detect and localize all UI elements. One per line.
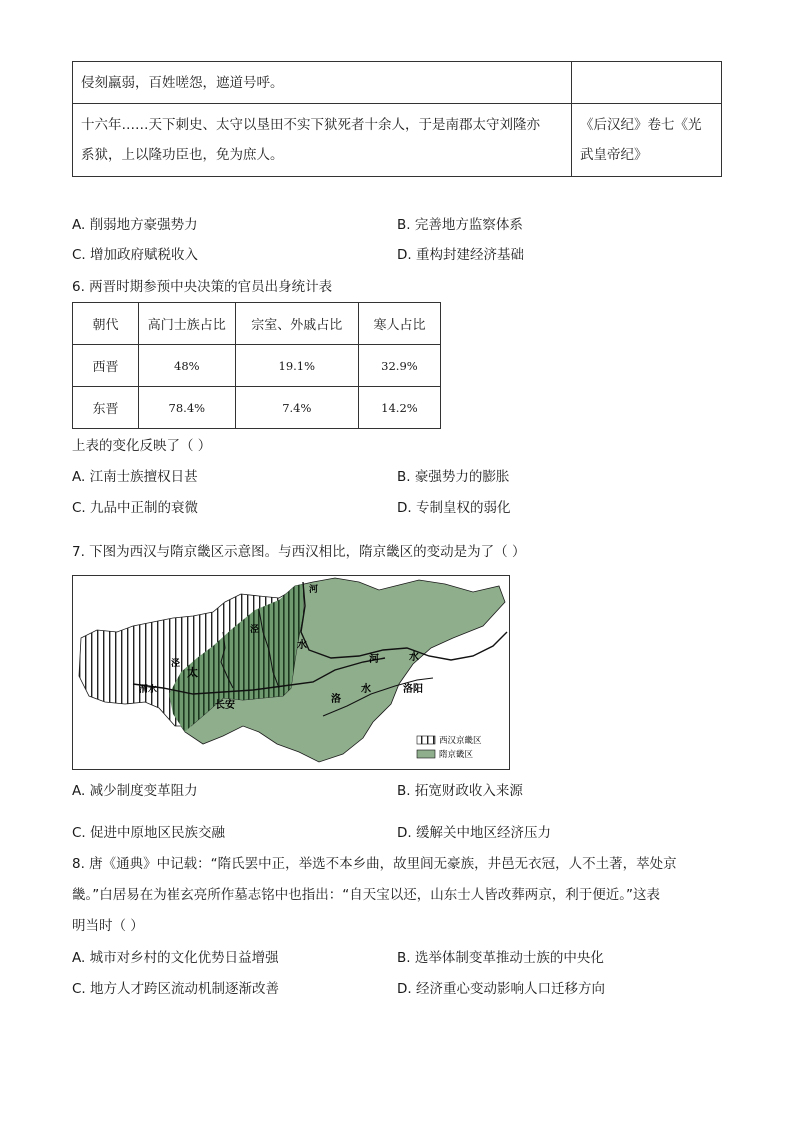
q5-option-b[interactable]: B. 完善地方监察体系 <box>397 217 523 233</box>
table-cell: 48% <box>138 345 235 387</box>
source-text-line: 十六年……天下刺史、太守以垦田不实下狱死者十余人，于是南郡太守刘隆亦 <box>81 117 540 133</box>
map-label-luoyang: 洛阳 <box>403 684 423 695</box>
q5-option-d[interactable]: D. 重构封建经济基础 <box>397 247 524 263</box>
table-cell: 7.4% <box>235 387 358 429</box>
legend-label-xihan: 西汉京畿区 <box>439 736 482 746</box>
map-label-jing: 泾 <box>250 625 260 635</box>
map-svg <box>73 576 509 769</box>
map-label-weishui: 渭水 <box>139 685 158 695</box>
table-header-cell: 高门士族占比 <box>138 303 235 345</box>
source-citation-line: 武皇帝纪》 <box>580 147 648 163</box>
map-label-luo: 洛 <box>331 694 341 705</box>
q7-option-c[interactable]: C. 促进中原地区民族交融 <box>72 825 226 841</box>
map-label-changan: 长安 <box>215 700 235 711</box>
map-label-shui-mid: 水 <box>409 652 419 663</box>
q7-option-a[interactable]: A. 减少制度变革阻力 <box>72 783 198 799</box>
table-cell: 东晋 <box>73 387 139 429</box>
q8-option-d[interactable]: D. 经济重心变动影响人口迁移方向 <box>397 981 605 997</box>
source-text-cell <box>73 62 572 104</box>
q7-option-b[interactable]: B. 拓宽财政收入来源 <box>397 783 523 799</box>
q6-option-c[interactable]: C. 九品中正制的衰微 <box>72 500 199 516</box>
q7-option-d[interactable]: D. 缓解关中地区经济压力 <box>397 825 551 841</box>
table-cell: 78.4% <box>138 387 235 429</box>
q6-stat-table <box>72 302 441 429</box>
table-cell: 14.2% <box>358 387 440 429</box>
q5-option-a[interactable]: A. 削弱地方豪强势力 <box>72 217 198 233</box>
q6-option-d[interactable]: D. 专制皇权的弱化 <box>397 500 511 516</box>
table-row <box>73 104 722 177</box>
q6-stem: 上表的变化反映了（ ） <box>72 438 212 454</box>
table-row <box>73 345 441 387</box>
q6-option-b[interactable]: B. 豪强势力的膨胀 <box>397 469 510 485</box>
source-citation-cell <box>572 104 722 177</box>
table-header-row <box>73 303 441 345</box>
table-header-cell: 朝代 <box>73 303 139 345</box>
q8-stem-line: 8. 唐《通典》中记载：“隋氏罢中正，举选不本乡曲，故里闾无豪族，井邑无衣冠，人不土著，萃处京 <box>72 856 677 872</box>
table-cell: 19.1% <box>235 345 358 387</box>
table-row <box>73 62 722 104</box>
map-label-jing2: 泾 <box>171 659 181 669</box>
q8-stem-line: 畿。”白居易在为崔玄亮所作墓志铭中也指出：“自天宝以还，山东士人皆改葬两京，利于便近。”这表 <box>72 887 660 903</box>
source-text-line: 系狱，上以隆功臣也，免为庶人。 <box>81 147 284 163</box>
legend-swatch-sui <box>417 750 435 758</box>
q6-option-a[interactable]: A. 江南士族擅权日甚 <box>72 469 198 485</box>
map-label-shui-top: 水 <box>297 640 307 651</box>
legend-label-sui: 隋京畿区 <box>439 750 474 760</box>
q7-stem: 7. 下图为西汉与隋京畿区示意图。与西汉相比，隋京畿区的变动是为了（ ） <box>72 544 526 560</box>
map-label-shui-low: 水 <box>361 684 371 695</box>
source-text-cell <box>73 104 572 177</box>
map-label-he: 河 <box>369 654 379 665</box>
q8-option-c[interactable]: C. 地方人才跨区流动机制逐渐改善 <box>72 981 280 997</box>
legend-swatch-xihan <box>417 736 435 744</box>
source-text-line: 侵刻羸弱，百姓嗟怨，遮道号呼。 <box>81 74 284 91</box>
table-cell: 32.9% <box>358 345 440 387</box>
source-citation-line: 《后汉纪》卷七《光 <box>580 117 702 133</box>
q8-stem-line: 明当时（ ） <box>72 918 144 934</box>
table-row <box>73 387 441 429</box>
q6-title: 6. 两晋时期参预中央决策的官员出身统计表 <box>72 279 333 295</box>
map-label-river-he: 河 <box>309 585 319 595</box>
map-label-tai: 太 <box>187 666 198 679</box>
q8-option-b[interactable]: B. 选举体制变革推动士族的中央化 <box>397 950 604 966</box>
source-citation-cell <box>572 62 722 104</box>
map-legend <box>417 735 482 760</box>
q8-option-a[interactable]: A. 城市对乡村的文化优势日益增强 <box>72 950 279 966</box>
table-cell: 西晋 <box>73 345 139 387</box>
q5-option-c[interactable]: C. 增加政府赋税收入 <box>72 247 199 263</box>
capital-region-map <box>72 575 510 770</box>
source-table <box>72 61 722 177</box>
table-header-cell: 寒人占比 <box>358 303 440 345</box>
table-header-cell: 宗室、外戚占比 <box>235 303 358 345</box>
